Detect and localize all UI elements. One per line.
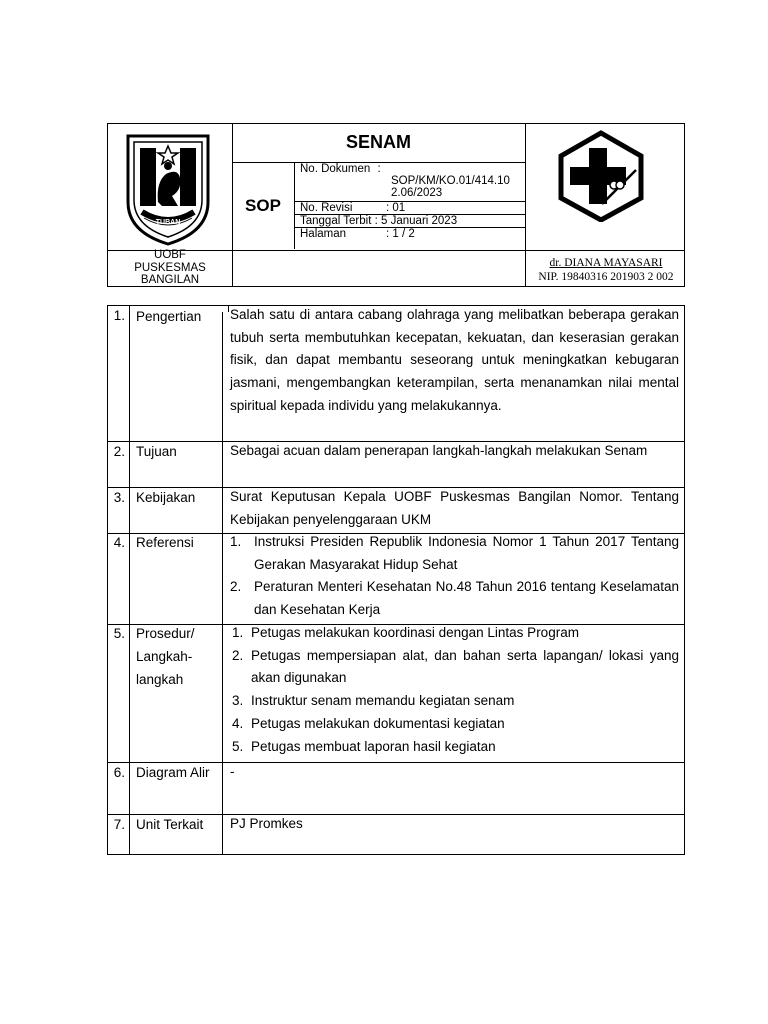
list-item-text: Instruksi Presiden Republik Indonesia Nomor 1 Tahun 2017 Tentang Gerakan Masyarakat Hidup Sehat [254, 534, 679, 572]
meta-issue-date [300, 215, 457, 227]
divider [228, 306, 229, 312]
meta-document-no-value: SOP/KM/KO.01/414.10 [391, 175, 510, 187]
org-line: BANGILAN [140, 274, 200, 286]
meta-key: No. Dokumen [300, 163, 371, 175]
sop-header [107, 123, 685, 287]
row-label: Tujuan [136, 444, 177, 459]
row-list-procedure [232, 622, 679, 758]
row-number: 6. [113, 765, 125, 780]
meta-key: Halaman [300, 228, 347, 240]
meta-sep: : [377, 163, 381, 175]
list-item-text: Petugas melakukan dokumentasi kegiatan [251, 715, 505, 731]
list-item-number: 2. [232, 647, 244, 663]
row-label-line: Prosedur/ [136, 626, 195, 641]
row-list-references [230, 531, 679, 622]
sop-content-table [107, 305, 685, 855]
meta-revision [300, 202, 405, 214]
row-number: 1. [113, 308, 125, 323]
list-item [232, 622, 679, 645]
meta-key: No. Revisi [300, 202, 353, 214]
list-item [232, 713, 679, 736]
row-label-line: langkah [136, 672, 184, 687]
list-item-number: 4. [232, 715, 244, 731]
list-item-text: Petugas mempersiapan alat, dan bahan serta lapangan/ lokasi yang akan digunakan [251, 647, 679, 686]
row-text-definition: Salah satu di antara cabang olahraga yang melibatkan beberapa gerakan tubuh serta membutuhkan kecepatan, kekuatan, dan keserasian gerakan fisik, dan dapat membantu seseorang untuk meningkatkan kebugaran jasmani, mengembangkan keterampilan, serta menanamkan nilai mental spiritual kepada individu yang melakukannya. [230, 307, 679, 413]
list-item [232, 736, 679, 759]
signer-name: dr. DIANA MAYASARI [549, 257, 663, 269]
list-item-number: 1. [230, 534, 242, 549]
document-title: SENAM [345, 132, 411, 152]
list-item-number: 3. [232, 693, 244, 709]
divider [222, 441, 223, 854]
list-item-text: Peraturan Menteri Kesehatan No.48 Tahun 2016 tentang Keselamatan dan Kesehatan Kerja [254, 579, 679, 618]
list-item-text: Petugas membuat laporan hasil kegiatan [251, 738, 496, 754]
meta-key: Tanggal Terbit [300, 215, 372, 227]
row-text-flow-diagram: - [230, 764, 235, 779]
row-number: 2. [113, 444, 125, 459]
row-label: Pengertian [136, 309, 202, 324]
row-text-related-unit: PJ Promkes [230, 816, 303, 831]
org-name [108, 249, 232, 287]
row-number: 5. [113, 626, 125, 641]
meta-document-no [300, 163, 381, 175]
list-item-text: Petugas melakukan koordinasi dengan Lintas Program [251, 625, 579, 640]
row-label: Unit Terkait [136, 817, 204, 832]
list-item [230, 576, 679, 621]
meta-sep: : [374, 215, 378, 227]
divider [294, 162, 295, 249]
meta-sep: : [386, 228, 390, 240]
row-number: 4. [113, 535, 125, 550]
signature-block [526, 256, 686, 284]
list-item [230, 531, 679, 576]
meta-value: 01 [392, 202, 406, 214]
list-item-number: 2. [230, 579, 242, 595]
divider [129, 306, 130, 854]
list-item-text: Instruktur senam memandu kegiatan senam [251, 693, 515, 709]
row-number: 7. [113, 817, 125, 832]
row-label: Diagram Alir [136, 765, 210, 780]
list-item-number: 1. [232, 625, 244, 640]
row-number: 3. [113, 490, 125, 505]
row-text-policy: Surat Keputusan Kepala UOBF Puskesmas Bangilan Nomor. Tentang Kebijakan penyelenggaraan UKM [230, 489, 679, 527]
row-label: Kebijakan [136, 490, 196, 505]
meta-value: 5 Januari 2023 [381, 215, 458, 227]
row-label: Referensi [136, 535, 194, 550]
meta-page [300, 228, 415, 240]
meta-value: 1 / 2 [392, 228, 415, 240]
signer-nip: NIP. 19840316 201903 2 002 [538, 271, 674, 283]
list-item [232, 690, 679, 713]
divider [222, 312, 223, 441]
list-item-number: 5. [232, 738, 244, 754]
list-item [232, 645, 679, 690]
org-line: PUSKESMAS [134, 261, 206, 274]
row-text-purpose: Sebagai acuan dalam penerapan langkah-langkah melakukan Senam [230, 443, 648, 458]
health-ministry-logo [556, 130, 646, 222]
meta-document-no-value: 2.06/2023 [391, 187, 443, 199]
org-line: UOBF [154, 249, 186, 261]
row-label-line: Langkah- [136, 649, 193, 664]
svg-text:TUBAN: TUBAN [155, 219, 181, 226]
tuban-regency-emblem [122, 132, 214, 247]
sop-label: SOP [245, 196, 281, 215]
row-label [136, 622, 195, 691]
meta-sep: : [386, 202, 390, 214]
